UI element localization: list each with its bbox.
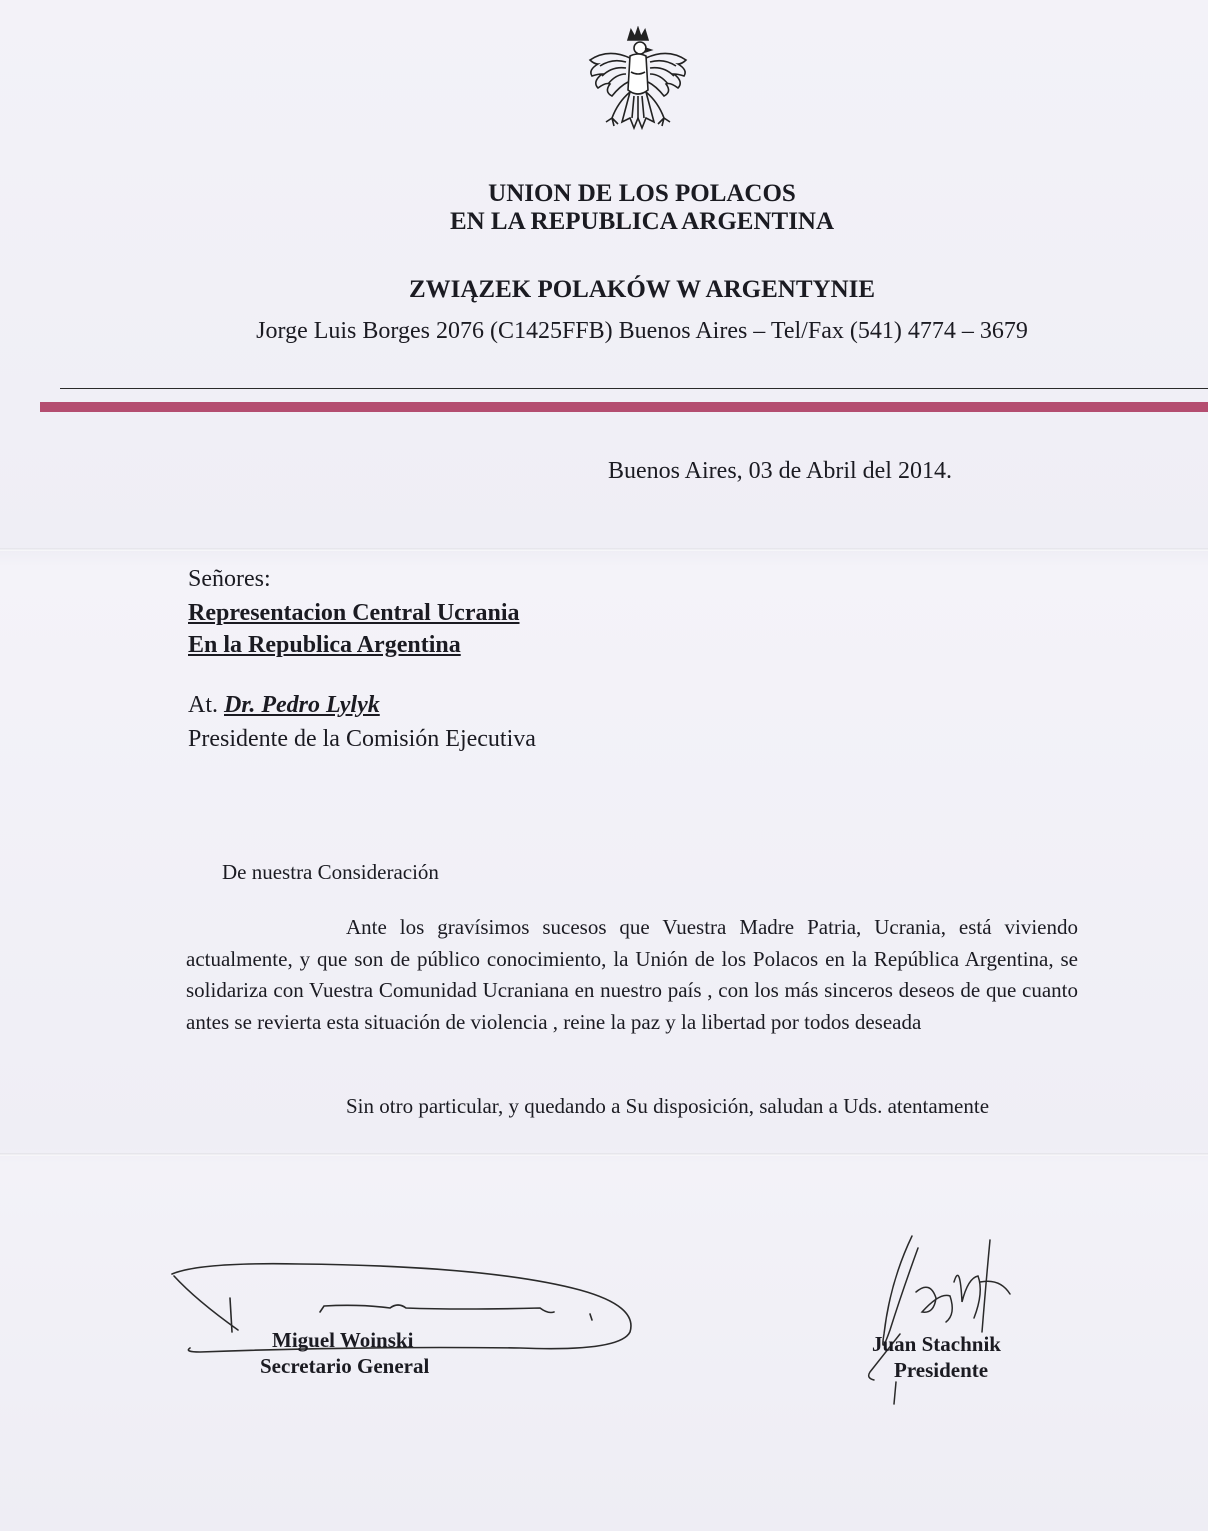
recipient-salutation: Señores: (188, 566, 271, 592)
attention-line (188, 692, 380, 719)
closing-line: Sin otro particular, y quedando a Su disposición, saludan a Uds. atentamente (346, 1094, 990, 1118)
org-name-line1: UNION DE LOS POLACOS (488, 180, 796, 207)
recipient-org-line2: En la Republica Argentina (188, 632, 461, 658)
white-eagle-crowned-icon (578, 26, 698, 146)
paper-fold-line (0, 548, 1208, 551)
attention-role: Presidente de la Comisión Ejecutiva (188, 726, 536, 752)
paper-fold-line (0, 1153, 1208, 1156)
letter-date: Buenos Aires, 03 de Abril del 2014. (608, 458, 952, 484)
attention-name: Dr. Pedro Lylyk (224, 692, 380, 718)
signatory-name: Miguel Woinski (272, 1328, 414, 1352)
org-address: Jorge Luis Borges 2076 (C1425FFB) Buenos Aires – Tel/Fax (541) 4774 – 3679 (256, 318, 1028, 344)
body-paragraph: Ante los gravísimos sucesos que Vuestra Madre Patria, Ucrania, está viviendo actualmente, y que son de público conocimiento, la Unión de los Polacos en la República Argentina, se solidariza con Vuestra Comunidad Ucraniana en nuestro país , con los más sinceros deseos de que cuanto antes se revierta esta situación de violencia , reine la paz y la libertad por todos deseada (186, 915, 1078, 1034)
signatory-title: Secretario General (260, 1354, 430, 1378)
signature-president (850, 1222, 1020, 1412)
org-name-polish: ZWIĄZEK POLAKÓW W ARGENTYNIE (408, 276, 876, 303)
recipient-org-line1: Representacion Central Ucrania (188, 600, 520, 626)
signatory-name: Juan Stachnik (872, 1332, 1001, 1356)
header-divider-thin (60, 388, 1208, 389)
attention-prefix: At. (188, 692, 224, 718)
greeting: De nuestra Consideración (222, 860, 439, 884)
header-divider-accent (40, 402, 1208, 412)
org-name-line2: EN LA REPUBLICA ARGENTINA (449, 208, 835, 235)
signatory-title: Presidente (894, 1358, 989, 1382)
